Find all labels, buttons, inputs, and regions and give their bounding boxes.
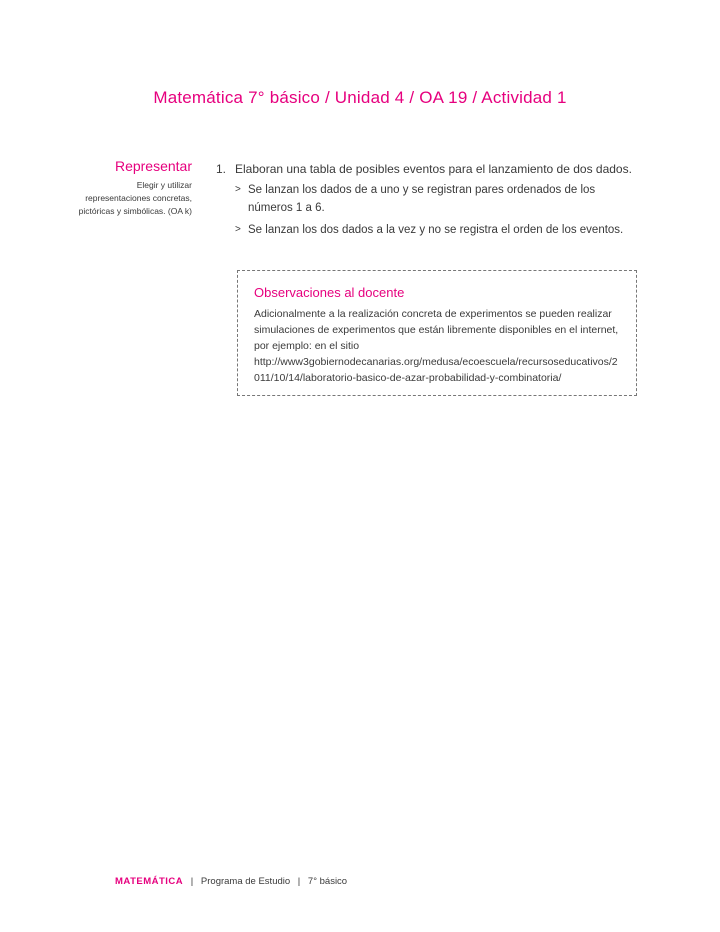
skill-sidebar <box>70 158 192 218</box>
chevron-right-icon: > <box>235 184 241 195</box>
footer-separator: | <box>190 876 194 887</box>
footer-brand: MATEMÁTICA <box>115 876 184 887</box>
teacher-notes-body: Adicionalmente a la realización concreta de experimentos se pueden realizar simulaciones de experimentos que están libremente disponibles en el internet, por ejemplo: en el sitio http://www3gobiernodecanarias.org/medusa/ecoescuela/recursoseducativos/2011/10/14/laboratorio-basico-de-azar-probabilidad-y-combinatoria/ <box>254 308 619 384</box>
teacher-notes-title: Observaciones al docente <box>254 285 405 300</box>
footer-program: Programa de Estudio <box>200 876 291 887</box>
activity-content <box>216 160 640 243</box>
footer-separator: | <box>297 876 301 887</box>
step-text: Elaboran una tabla de posibles eventos para el lanzamiento de dos dados. <box>235 162 632 176</box>
list-item <box>216 181 640 217</box>
skill-description: Elegir y utilizar representaciones concretas, pictóricas y simbólicas. (OA k) <box>78 180 192 216</box>
footer-grade: 7° básico <box>307 876 348 887</box>
teacher-notes-box <box>237 270 637 396</box>
page-footer <box>115 876 347 887</box>
bullet-text: Se lanzan los dos dados a la vez y no se registra el orden de los eventos. <box>248 224 624 236</box>
bullet-text: Se lanzan los dados de a uno y se registran pares ordenados de los números 1 a 6. <box>248 184 596 214</box>
page-title: Matemática 7° básico / Unidad 4 / OA 19 / Actividad 1 <box>153 88 567 107</box>
list-item <box>216 221 640 239</box>
activity-step <box>216 160 640 178</box>
chevron-right-icon: > <box>235 224 241 235</box>
skill-heading: Representar <box>114 158 192 174</box>
step-number: 1. <box>216 162 227 176</box>
bullet-list <box>216 181 640 239</box>
